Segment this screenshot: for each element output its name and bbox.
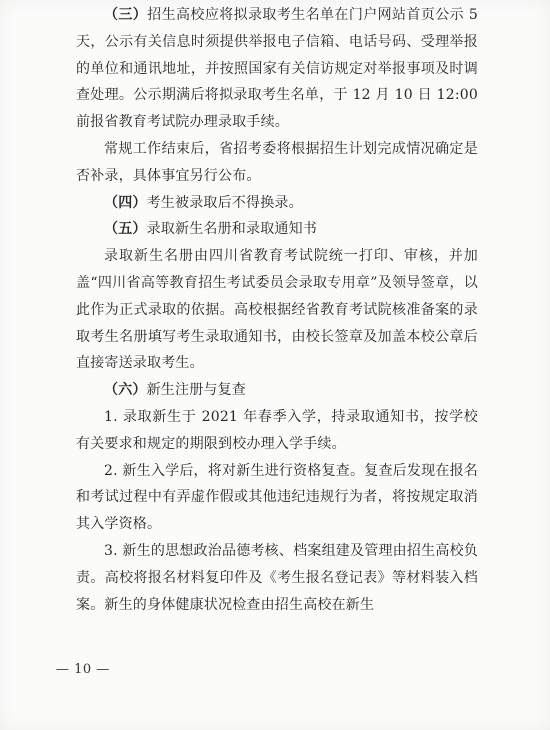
section-heading-6: （六）	[104, 382, 147, 399]
paragraph-text: 3. 新生的思想政治品德考核、档案组建及管理由招生高校负责。高校将报名材料复印件及《考生报名登记表》等材料装入档案。新生的身体健康状况检查由招生高校在新生	[76, 542, 478, 613]
paragraph-text: 2. 新生入学后，将对新生进行资格复查。复查后发现在报名和考试过程中有弄虚作假或其他违纪违规行为者，将按规定取消其入学资格。	[76, 462, 478, 533]
document-body	[76, 2, 478, 618]
paragraph-item-3	[76, 538, 478, 618]
paragraph-text: 新生注册与复查	[146, 382, 247, 399]
paragraph-text: 招生高校应将拟录取考生名单在门户网站首页公示 5 天，公示有关信息时须提供举报电子信箱、电话号码、受理举报的单位和通讯地址，并按照国家有关信访规定对举报事项及时调查处理。公示期满后将拟录取考生名单，于 12 月 10 日 12:00 前报省教育考试院办理录取手续。	[76, 7, 479, 131]
paragraph-text: 考生被录取后不得换录。	[146, 194, 303, 211]
paragraph-section-5	[76, 216, 478, 243]
paragraph-text: 录取新生名册和录取通知书	[146, 221, 318, 238]
paragraph-text: 1. 录取新生于 2021 年春季入学，持录取通知书，按学校有关要求和规定的期限到校办理入学手续。	[76, 408, 478, 452]
paragraph-item-1	[76, 404, 478, 458]
section-heading-3: （三）	[104, 7, 148, 23]
paragraph-text: 常规工作结束后，省招考委将根据招生计划完成情况确定是否补录，具体事宜另行公布。	[76, 140, 478, 184]
paragraph-section-4	[76, 190, 478, 217]
section-heading-4: （四）	[104, 194, 147, 211]
paragraph-section-6	[76, 377, 478, 404]
paragraph-item-2	[76, 458, 478, 538]
paragraph-text: 录取新生名册由四川省教育考试院统一打印、审核，并加盖“四川省高等教育招生考试委员会录取专用章”及领导签章，以此作为正式录取的依据。高校根据经省教育考试院核准备案的录取考生名册填写考生录取通知书，由校长签章及加盖本校公章后直接寄送录取考生。	[76, 248, 478, 372]
paragraph-supplementary	[76, 136, 478, 190]
section-heading-5: （五）	[104, 221, 147, 238]
paragraph-section-3	[76, 2, 478, 136]
page-number: — 10 —	[56, 662, 110, 677]
paragraph-admission-roster	[76, 243, 478, 377]
